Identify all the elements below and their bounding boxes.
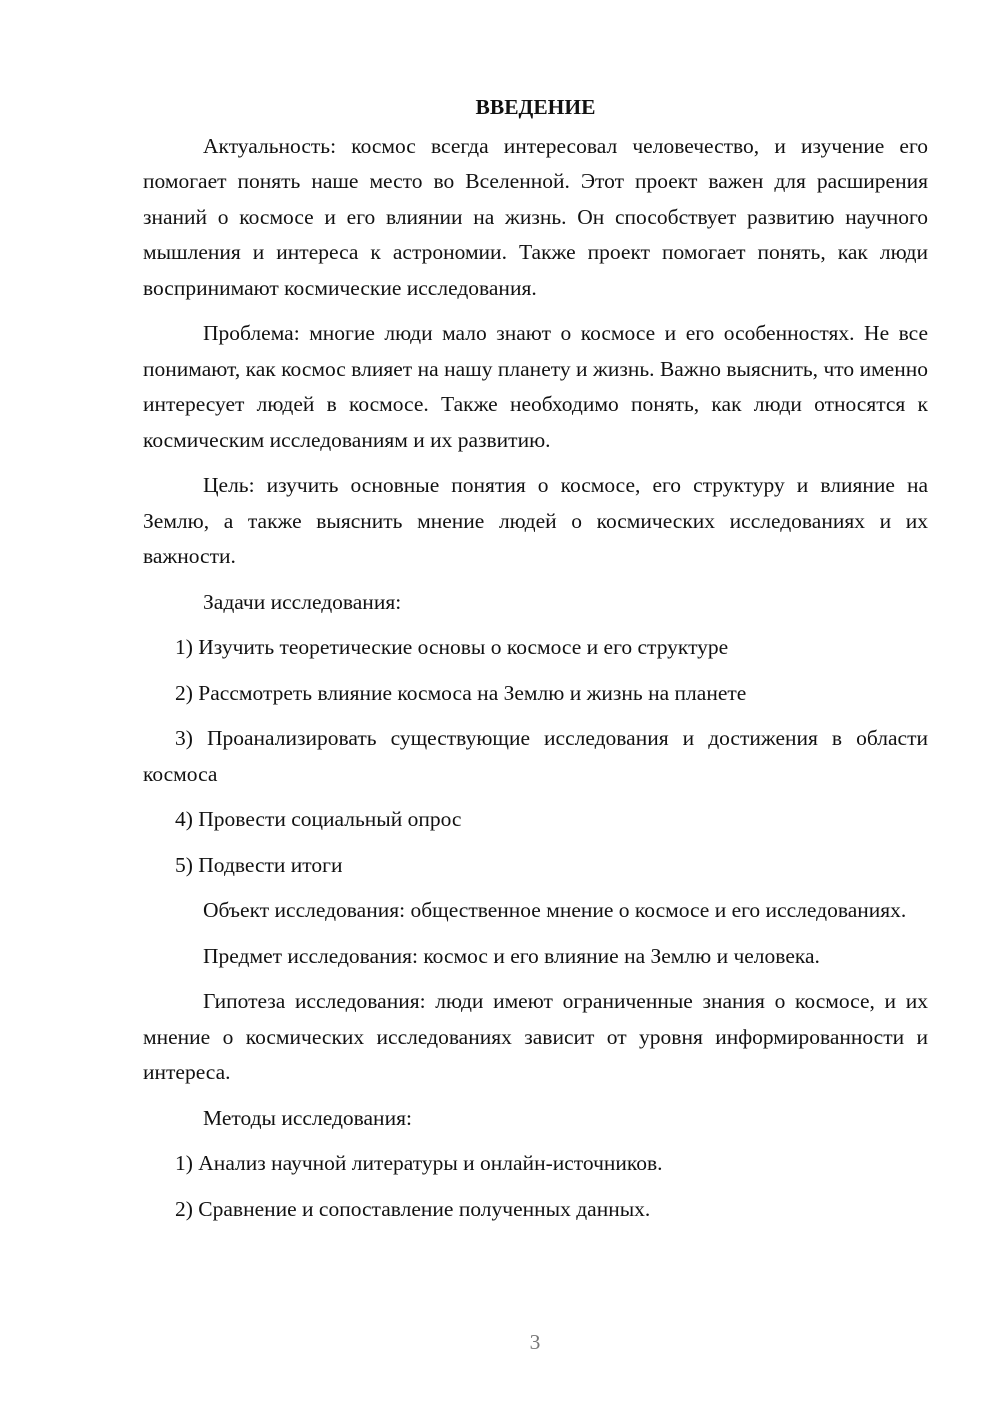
method-item: 1) Анализ научной литературы и онлайн-источников. <box>175 1151 663 1175</box>
task-item: 3) Проанализировать существующие исследования и достижения в области космоса <box>143 726 928 786</box>
hypothesis-paragraph: Гипотеза исследования: люди имеют ограниченные знания о космосе, и их мнение о космических исследованиях зависит от уровня информированности и интереса. <box>143 989 928 1084</box>
goal-paragraph: Цель: изучить основные понятия о космосе, его структуру и влияние на Землю, а также выяснить мнение людей о космических исследованиях и их важности. <box>143 473 928 568</box>
task-item: 4) Провести социальный опрос <box>175 807 462 831</box>
relevance-paragraph: Актуальность: космос всегда интересовал человечество, и изучение его помогает понять наше место во Вселенной. Этот проект важен для расширения знаний о космосе и его влиянии на жизнь. Он способствует развитию научного мышления и интереса к астрономии. Также проект помогает понять, как люди воспринимают космические исследования. <box>143 133 928 300</box>
document-page <box>143 90 928 1237</box>
method-item: 2) Сравнение и сопоставление полученных данных. <box>175 1196 651 1221</box>
methods-heading: Методы исследования: <box>203 1105 412 1130</box>
task-item: 2) Рассмотреть влияние космоса на Землю и жизнь на планете <box>175 680 747 705</box>
task-item: 1) Изучить теоретические основы о космосе и его структуре <box>175 635 729 659</box>
page-number: 3 <box>529 1330 541 1354</box>
problem-paragraph: Проблема: многие люди мало знают о космосе и его особенностях. Не все понимают, как космос влияет на нашу планету и жизнь. Важно выяснить, что именно интересует людей в космосе. Также необходимо понять, как люди относятся к космическим исследованиям и их развитию. <box>143 321 928 452</box>
object-paragraph: Объект исследования: общественное мнение о космосе и его исследованиях. <box>203 898 907 922</box>
section-title: ВВЕДЕНИЕ <box>475 95 596 119</box>
subject-paragraph: Предмет исследования: космос и его влияние на Землю и человека. <box>203 943 820 968</box>
task-item: 5) Подвести итоги <box>175 852 343 877</box>
tasks-heading: Задачи исследования: <box>203 589 402 614</box>
